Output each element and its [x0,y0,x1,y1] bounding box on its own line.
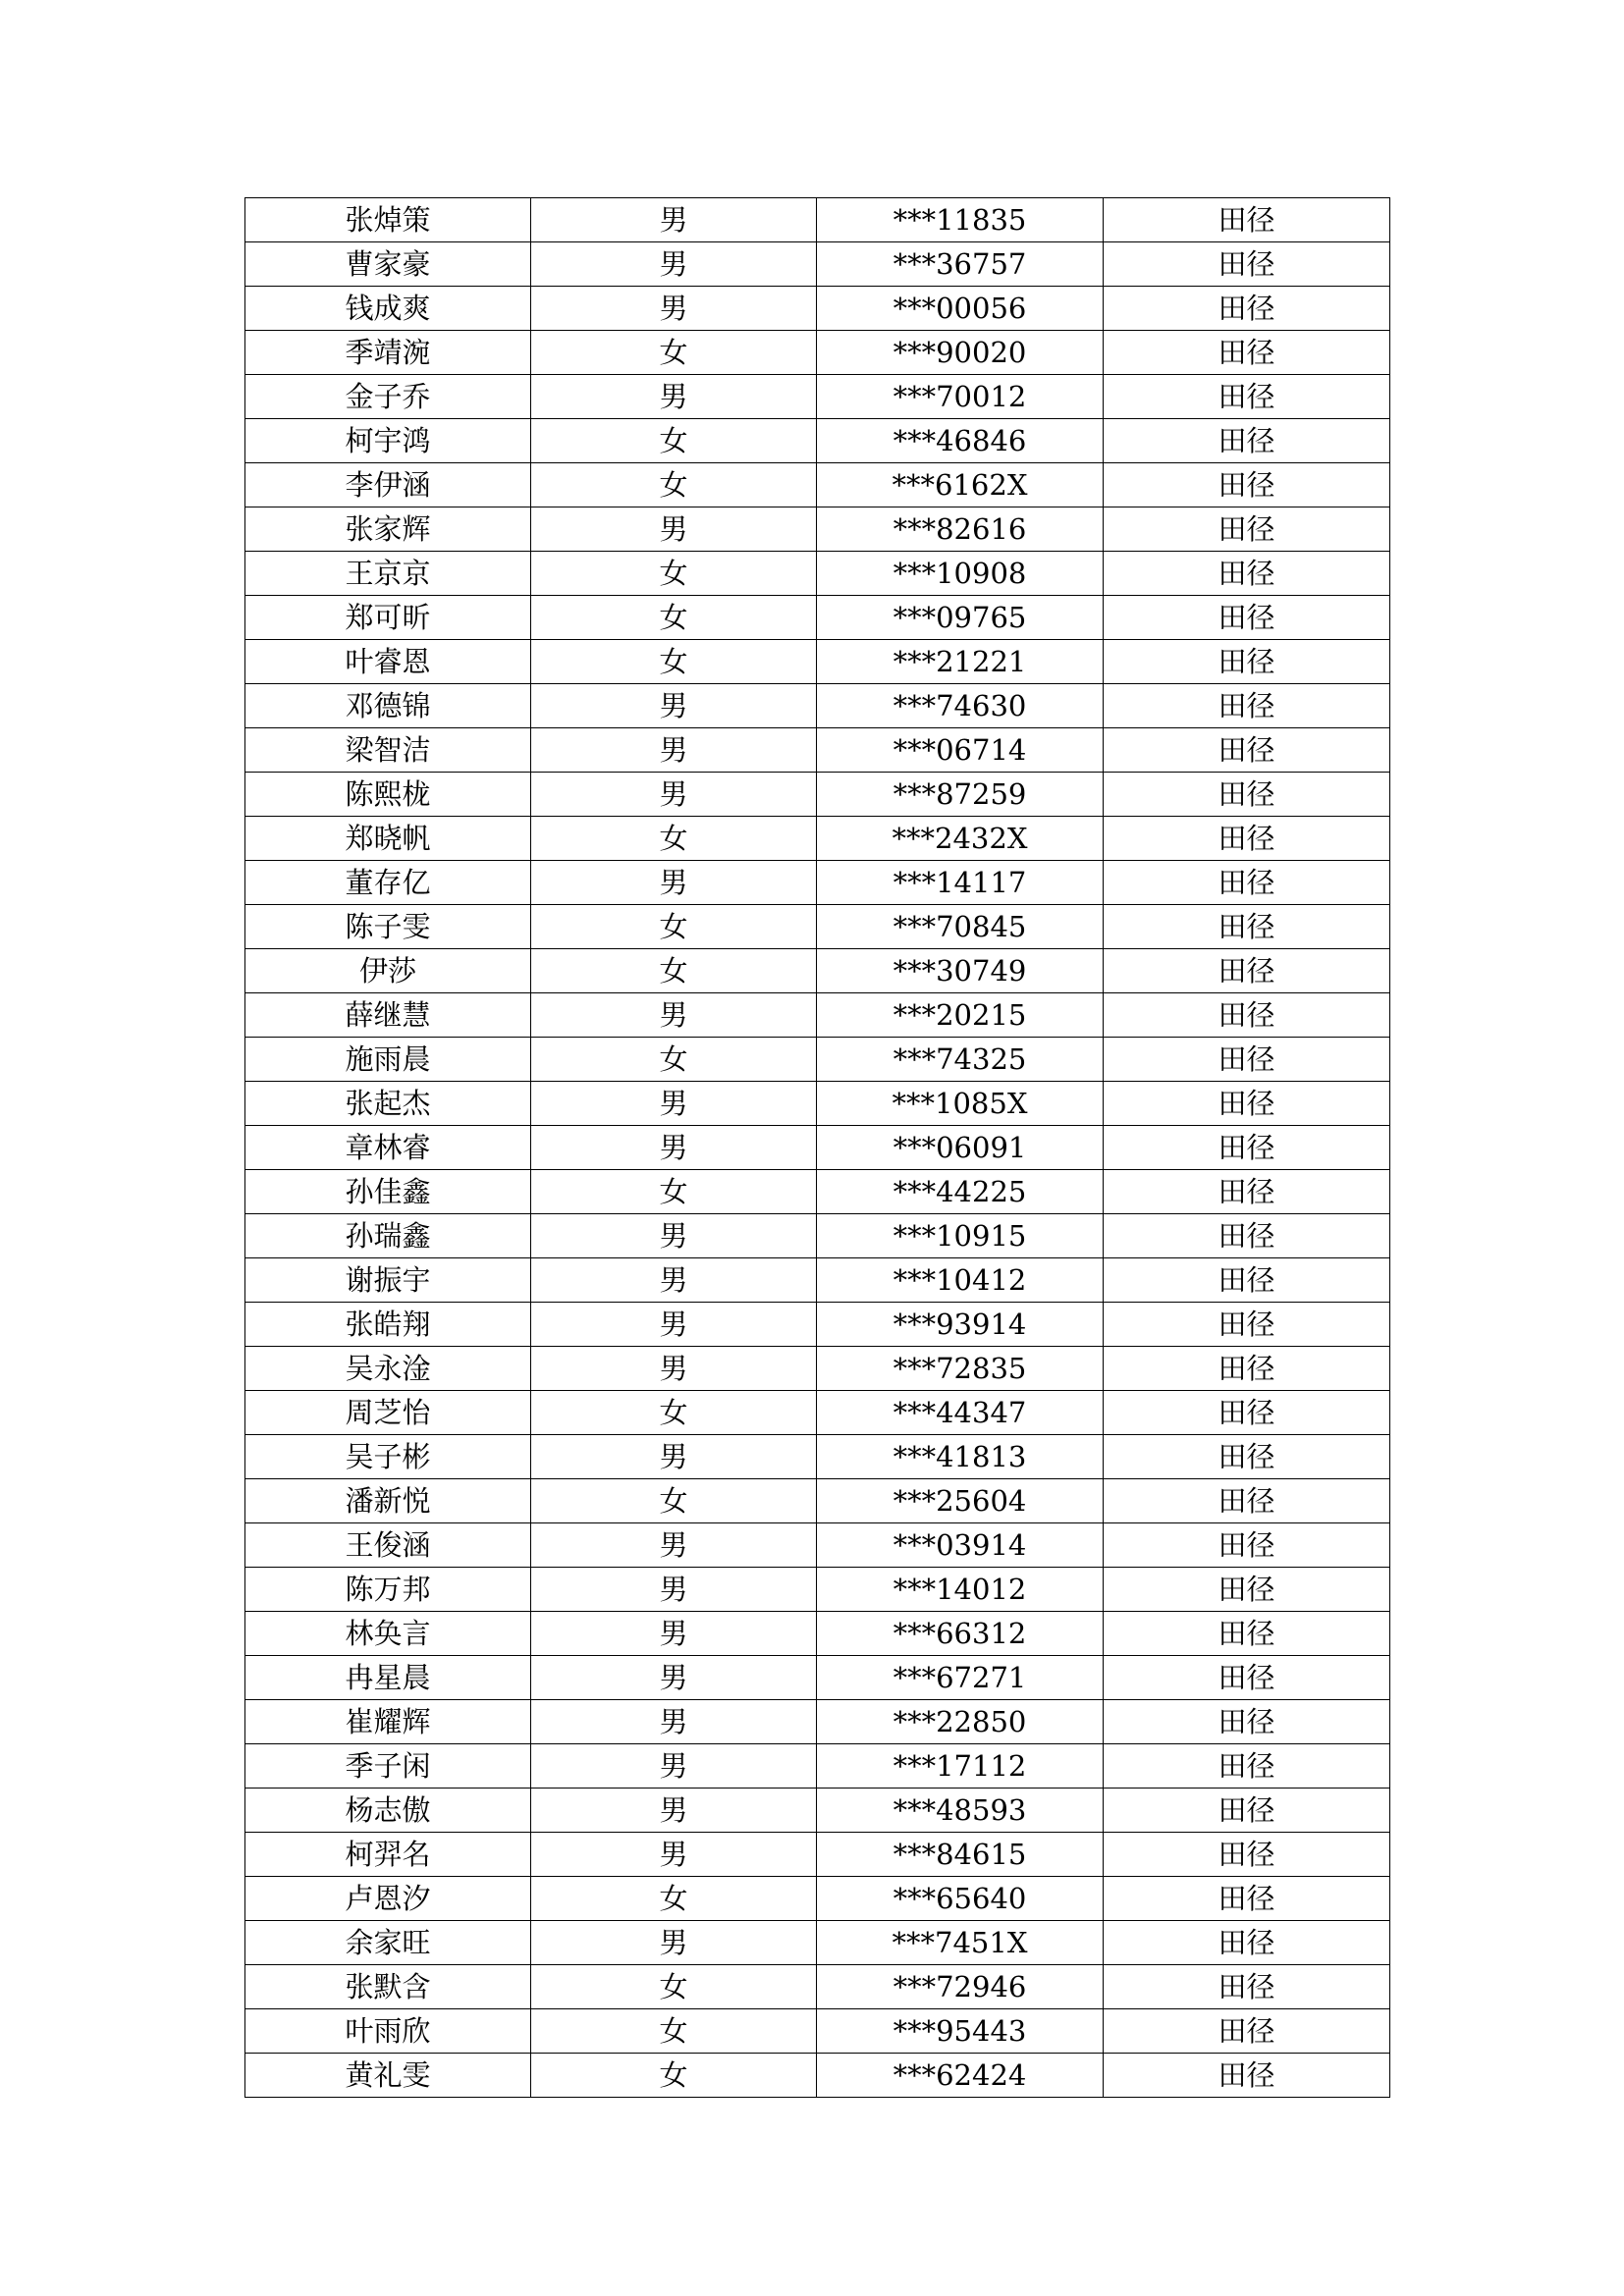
name-cell: 张默含 [245,1965,531,2009]
id-number-cell: ***84615 [817,1833,1104,1877]
id-number-cell: ***46846 [817,419,1104,463]
id-number-cell: ***17112 [817,1744,1104,1789]
id-number-cell: ***10915 [817,1214,1104,1258]
gender-cell: 女 [531,463,817,507]
table-row [245,1700,1390,1744]
id-number-cell: ***74630 [817,684,1104,728]
gender-cell: 男 [531,1656,817,1700]
id-number-cell: ***74325 [817,1038,1104,1082]
event-cell: 田径 [1104,1656,1390,1700]
table-row [245,375,1390,419]
table-row [245,949,1390,993]
id-number-cell: ***22850 [817,1700,1104,1744]
name-cell: 杨志傲 [245,1789,531,1833]
gender-cell: 男 [531,198,817,242]
gender-cell: 男 [531,1744,817,1789]
table-row [245,1568,1390,1612]
name-cell: 季靖涴 [245,331,531,375]
event-cell: 田径 [1104,463,1390,507]
name-cell: 陈熙栊 [245,773,531,817]
gender-cell: 女 [531,419,817,463]
table-row [245,1789,1390,1833]
event-cell: 田径 [1104,1479,1390,1523]
name-cell: 余家旺 [245,1921,531,1965]
table-row [245,1214,1390,1258]
name-cell: 王俊涵 [245,1523,531,1568]
gender-cell: 男 [531,773,817,817]
gender-cell: 男 [531,1700,817,1744]
id-number-cell: ***09765 [817,596,1104,640]
name-cell: 崔耀辉 [245,1700,531,1744]
event-cell: 田径 [1104,1700,1390,1744]
event-cell: 田径 [1104,773,1390,817]
table-row [245,728,1390,773]
gender-cell: 女 [531,1965,817,2009]
id-number-cell: ***06091 [817,1126,1104,1170]
id-number-cell: ***36757 [817,242,1104,287]
name-cell: 吴永淦 [245,1347,531,1391]
event-cell: 田径 [1104,507,1390,552]
id-number-cell: ***93914 [817,1303,1104,1347]
event-cell: 田径 [1104,728,1390,773]
id-number-cell: ***10412 [817,1258,1104,1303]
name-cell: 郑晓帆 [245,817,531,861]
event-cell: 田径 [1104,1214,1390,1258]
event-cell: 田径 [1104,596,1390,640]
id-number-cell: ***11835 [817,198,1104,242]
gender-cell: 男 [531,1833,817,1877]
id-number-cell: ***72835 [817,1347,1104,1391]
gender-cell: 男 [531,684,817,728]
event-cell: 田径 [1104,684,1390,728]
table-row [245,552,1390,596]
name-cell: 张起杰 [245,1082,531,1126]
table-row [245,331,1390,375]
event-cell: 田径 [1104,1965,1390,2009]
event-cell: 田径 [1104,375,1390,419]
table-row [245,1038,1390,1082]
name-cell: 金子乔 [245,375,531,419]
name-cell: 谢振宇 [245,1258,531,1303]
event-cell: 田径 [1104,198,1390,242]
table-row [245,2009,1390,2054]
event-cell: 田径 [1104,1744,1390,1789]
id-number-cell: ***90020 [817,331,1104,375]
event-cell: 田径 [1104,640,1390,684]
gender-cell: 女 [531,2054,817,2098]
event-cell: 田径 [1104,2054,1390,2098]
gender-cell: 男 [531,1303,817,1347]
event-cell: 田径 [1104,905,1390,949]
gender-cell: 男 [531,1214,817,1258]
id-number-cell: ***95443 [817,2009,1104,2054]
name-cell: 李伊涵 [245,463,531,507]
table-row [245,861,1390,905]
gender-cell: 男 [531,1435,817,1479]
table-row [245,1479,1390,1523]
event-cell: 田径 [1104,1170,1390,1214]
event-cell: 田径 [1104,242,1390,287]
event-cell: 田径 [1104,1038,1390,1082]
table-row [245,2054,1390,2098]
name-cell: 邓德锦 [245,684,531,728]
id-number-cell: ***65640 [817,1877,1104,1921]
table-row [245,1921,1390,1965]
id-number-cell: ***70012 [817,375,1104,419]
table-row [245,993,1390,1038]
gender-cell: 男 [531,1789,817,1833]
name-cell: 潘新悦 [245,1479,531,1523]
name-cell: 钱成爽 [245,287,531,331]
gender-cell: 男 [531,287,817,331]
roster-table [244,197,1390,2098]
id-number-cell: ***2432X [817,817,1104,861]
gender-cell: 女 [531,2009,817,2054]
name-cell: 张皓翔 [245,1303,531,1347]
id-number-cell: ***14012 [817,1568,1104,1612]
event-cell: 田径 [1104,1082,1390,1126]
id-number-cell: ***44225 [817,1170,1104,1214]
gender-cell: 男 [531,861,817,905]
roster-table-body [245,198,1390,2098]
id-number-cell: ***6162X [817,463,1104,507]
id-number-cell: ***21221 [817,640,1104,684]
table-row [245,1170,1390,1214]
table-row [245,242,1390,287]
name-cell: 季子闲 [245,1744,531,1789]
id-number-cell: ***41813 [817,1435,1104,1479]
name-cell: 柯宇鸿 [245,419,531,463]
event-cell: 田径 [1104,552,1390,596]
name-cell: 孙瑞鑫 [245,1214,531,1258]
name-cell: 陈子雯 [245,905,531,949]
gender-cell: 男 [531,242,817,287]
name-cell: 章林睿 [245,1126,531,1170]
table-row [245,1877,1390,1921]
table-row [245,1744,1390,1789]
gender-cell: 女 [531,1038,817,1082]
gender-cell: 女 [531,640,817,684]
gender-cell: 女 [531,817,817,861]
table-row [245,817,1390,861]
event-cell: 田径 [1104,1612,1390,1656]
name-cell: 伊莎 [245,949,531,993]
gender-cell: 女 [531,1391,817,1435]
gender-cell: 男 [531,1568,817,1612]
id-number-cell: ***87259 [817,773,1104,817]
id-number-cell: ***66312 [817,1612,1104,1656]
id-number-cell: ***72946 [817,1965,1104,2009]
name-cell: 施雨晨 [245,1038,531,1082]
table-row [245,1082,1390,1126]
id-number-cell: ***00056 [817,287,1104,331]
name-cell: 周芝怡 [245,1391,531,1435]
id-number-cell: ***20215 [817,993,1104,1038]
name-cell: 孙佳鑫 [245,1170,531,1214]
event-cell: 田径 [1104,993,1390,1038]
name-cell: 董存亿 [245,861,531,905]
event-cell: 田径 [1104,331,1390,375]
table-row [245,1612,1390,1656]
id-number-cell: ***1085X [817,1082,1104,1126]
gender-cell: 女 [531,1479,817,1523]
table-row [245,905,1390,949]
event-cell: 田径 [1104,1347,1390,1391]
name-cell: 卢恩汐 [245,1877,531,1921]
id-number-cell: ***48593 [817,1789,1104,1833]
event-cell: 田径 [1104,861,1390,905]
table-row [245,1258,1390,1303]
event-cell: 田径 [1104,817,1390,861]
id-number-cell: ***14117 [817,861,1104,905]
name-cell: 王京京 [245,552,531,596]
event-cell: 田径 [1104,1833,1390,1877]
event-cell: 田径 [1104,1126,1390,1170]
gender-cell: 女 [531,905,817,949]
gender-cell: 男 [531,1921,817,1965]
name-cell: 冉星晨 [245,1656,531,1700]
gender-cell: 男 [531,1126,817,1170]
table-row [245,463,1390,507]
name-cell: 吴子彬 [245,1435,531,1479]
table-row [245,1965,1390,2009]
gender-cell: 女 [531,949,817,993]
gender-cell: 男 [531,1258,817,1303]
event-cell: 田径 [1104,1435,1390,1479]
table-row [245,596,1390,640]
table-row [245,1656,1390,1700]
table-row [245,1303,1390,1347]
event-cell: 田径 [1104,419,1390,463]
name-cell: 薛继慧 [245,993,531,1038]
gender-cell: 男 [531,1082,817,1126]
table-row [245,507,1390,552]
table-row [245,198,1390,242]
name-cell: 黄礼雯 [245,2054,531,2098]
table-row [245,1523,1390,1568]
name-cell: 叶睿恩 [245,640,531,684]
gender-cell: 女 [531,1170,817,1214]
table-row [245,287,1390,331]
name-cell: 梁智洁 [245,728,531,773]
table-row [245,419,1390,463]
id-number-cell: ***06714 [817,728,1104,773]
id-number-cell: ***7451X [817,1921,1104,1965]
table-row [245,1833,1390,1877]
event-cell: 田径 [1104,287,1390,331]
event-cell: 田径 [1104,1921,1390,1965]
name-cell: 曹家豪 [245,242,531,287]
table-row [245,640,1390,684]
event-cell: 田径 [1104,1523,1390,1568]
table-row [245,1347,1390,1391]
id-number-cell: ***30749 [817,949,1104,993]
name-cell: 林奂言 [245,1612,531,1656]
gender-cell: 女 [531,552,817,596]
event-cell: 田径 [1104,2009,1390,2054]
gender-cell: 男 [531,993,817,1038]
id-number-cell: ***03914 [817,1523,1104,1568]
table-row [245,1126,1390,1170]
id-number-cell: ***10908 [817,552,1104,596]
table-row [245,773,1390,817]
event-cell: 田径 [1104,1258,1390,1303]
table-row [245,1435,1390,1479]
gender-cell: 女 [531,596,817,640]
name-cell: 柯羿名 [245,1833,531,1877]
gender-cell: 男 [531,1347,817,1391]
gender-cell: 男 [531,507,817,552]
gender-cell: 男 [531,375,817,419]
table-row [245,684,1390,728]
name-cell: 郑可昕 [245,596,531,640]
id-number-cell: ***62424 [817,2054,1104,2098]
id-number-cell: ***44347 [817,1391,1104,1435]
name-cell: 叶雨欣 [245,2009,531,2054]
name-cell: 陈万邦 [245,1568,531,1612]
event-cell: 田径 [1104,1303,1390,1347]
id-number-cell: ***82616 [817,507,1104,552]
event-cell: 田径 [1104,949,1390,993]
gender-cell: 女 [531,331,817,375]
event-cell: 田径 [1104,1391,1390,1435]
id-number-cell: ***25604 [817,1479,1104,1523]
gender-cell: 女 [531,1877,817,1921]
name-cell: 张焯策 [245,198,531,242]
event-cell: 田径 [1104,1789,1390,1833]
event-cell: 田径 [1104,1877,1390,1921]
event-cell: 田径 [1104,1568,1390,1612]
gender-cell: 男 [531,728,817,773]
table-row [245,1391,1390,1435]
name-cell: 张家辉 [245,507,531,552]
id-number-cell: ***67271 [817,1656,1104,1700]
gender-cell: 男 [531,1523,817,1568]
id-number-cell: ***70845 [817,905,1104,949]
gender-cell: 男 [531,1612,817,1656]
